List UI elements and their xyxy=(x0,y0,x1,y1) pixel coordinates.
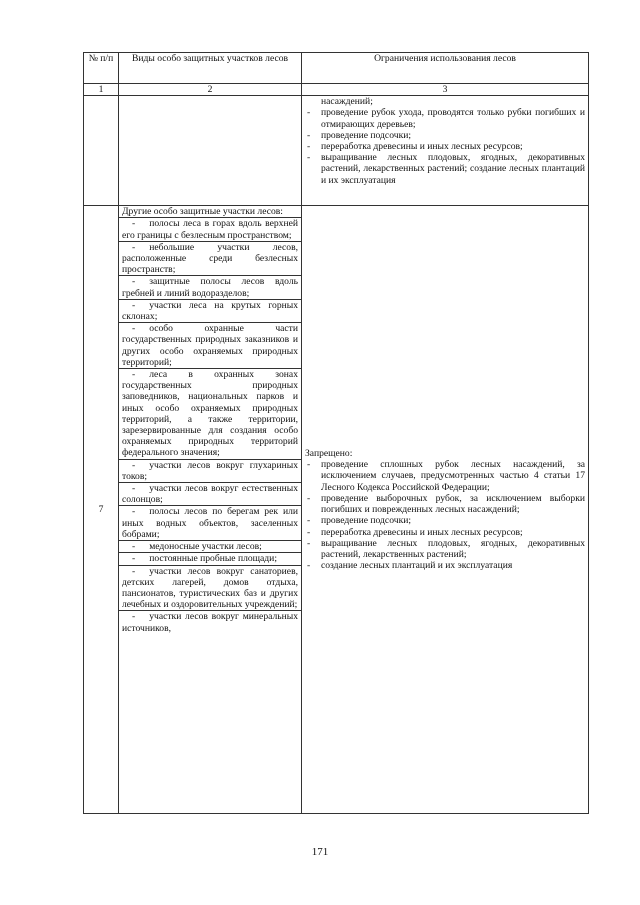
list-item: - переработка древесины и иных лесных ресурсов; xyxy=(305,527,585,538)
list-item: - особо охранные части государственных природных заказников и других особо охраняемых природных территорий; xyxy=(119,323,301,369)
list-item: - проведение рубок ухода, проводятся только рубки погибших и отмирающих деревьев; xyxy=(305,107,585,129)
restrictions-table xyxy=(83,52,589,814)
column-number-row xyxy=(84,84,589,96)
column-number-3: 3 xyxy=(302,84,589,96)
list-item: - создание лесных плантаций и их эксплуатация xyxy=(305,560,585,571)
list-item: - переработка древесины и иных лесных ресурсов; xyxy=(305,141,585,152)
continuation-restriction-list xyxy=(302,107,588,185)
list-item: - полосы леса в горах вдоль верхней его границы с безлесным пространством; xyxy=(119,218,301,241)
list-item: - полосы лесов по берегам рек или иных водных объектов, заселенных бобрами; xyxy=(119,506,301,541)
list-item: - медоносные участки лесов; xyxy=(119,541,301,553)
table-row-7 xyxy=(84,206,589,814)
restriction-title: Запрещено: xyxy=(305,448,353,460)
row7-restrictions-cell xyxy=(302,206,589,814)
list-item: - участки лесов вокруг глухариных токов; xyxy=(119,460,301,483)
page-number: 171 xyxy=(311,846,329,858)
header-types: Виды особо защитных участков лесов xyxy=(119,53,302,84)
types-intro: Другие особо защитные участки лесов: xyxy=(119,206,301,218)
header-restrictions: Ограничения использования лесов xyxy=(302,53,589,84)
list-item: - проведение подсочки; xyxy=(305,515,585,526)
list-item: - выращивание лесных плодовых, ягодных, декоративных растений, лекарственных растений; создание лесных плантаций и их эксплуатация xyxy=(305,152,585,186)
list-item: - леса в охранных зонах государственных природных заповедников, национальных парков и иных особо охраняемых природных территорий, а также территории, зарезервированные для создания особо охраняемых природных территорий федерального значения; xyxy=(119,369,301,460)
list-item: - выращивание лесных плодовых, ягодных, декоративных растений, лекарственных растений; xyxy=(305,538,585,560)
table-header-row xyxy=(84,53,589,84)
list-item: - проведение сплошных рубок лесных насаждений, за исключением случаев, предусмотренных частью 4 статьи 17 Лесного Кодекса Российской Федерации; xyxy=(305,459,585,493)
list-item: - проведение подсочки; xyxy=(305,130,585,141)
row-number: 7 xyxy=(84,206,119,814)
list-item: - проведение выборочных рубок, за исключением выборки погибших и поврежденных лесных насаждений; xyxy=(305,493,585,515)
header-number: № п/п xyxy=(84,53,119,84)
continuation-restrictions-cell xyxy=(302,96,589,206)
protected-area-types-cell xyxy=(119,206,302,814)
list-item: - участки леса на крутых горных склонах; xyxy=(119,300,301,323)
list-item: - защитные полосы лесов вдоль гребней и линий водоразделов; xyxy=(119,276,301,299)
list-item: - постоянные пробные площади; xyxy=(119,553,301,565)
column-number-1: 1 xyxy=(84,84,119,96)
continuation-types-cell xyxy=(119,96,302,206)
column-number-2: 2 xyxy=(119,84,302,96)
list-item: - участки лесов вокруг минеральных источников, xyxy=(122,611,298,634)
continuation-number-cell xyxy=(84,96,119,206)
list-item: - небольшие участки лесов, расположенные среди безлесных пространств; xyxy=(119,242,301,277)
table-row-continuation xyxy=(84,96,589,206)
restriction-list xyxy=(302,459,588,571)
continuation-first-line: насаждений; xyxy=(321,96,373,108)
list-item: - участки лесов вокруг естественных солонцов; xyxy=(119,483,301,506)
list-item: - участки лесов вокруг санаториев, детских лагерей, домов отдыха, пансионатов, туристических баз и других лечебных и оздоровительных учреждений; xyxy=(119,566,301,612)
